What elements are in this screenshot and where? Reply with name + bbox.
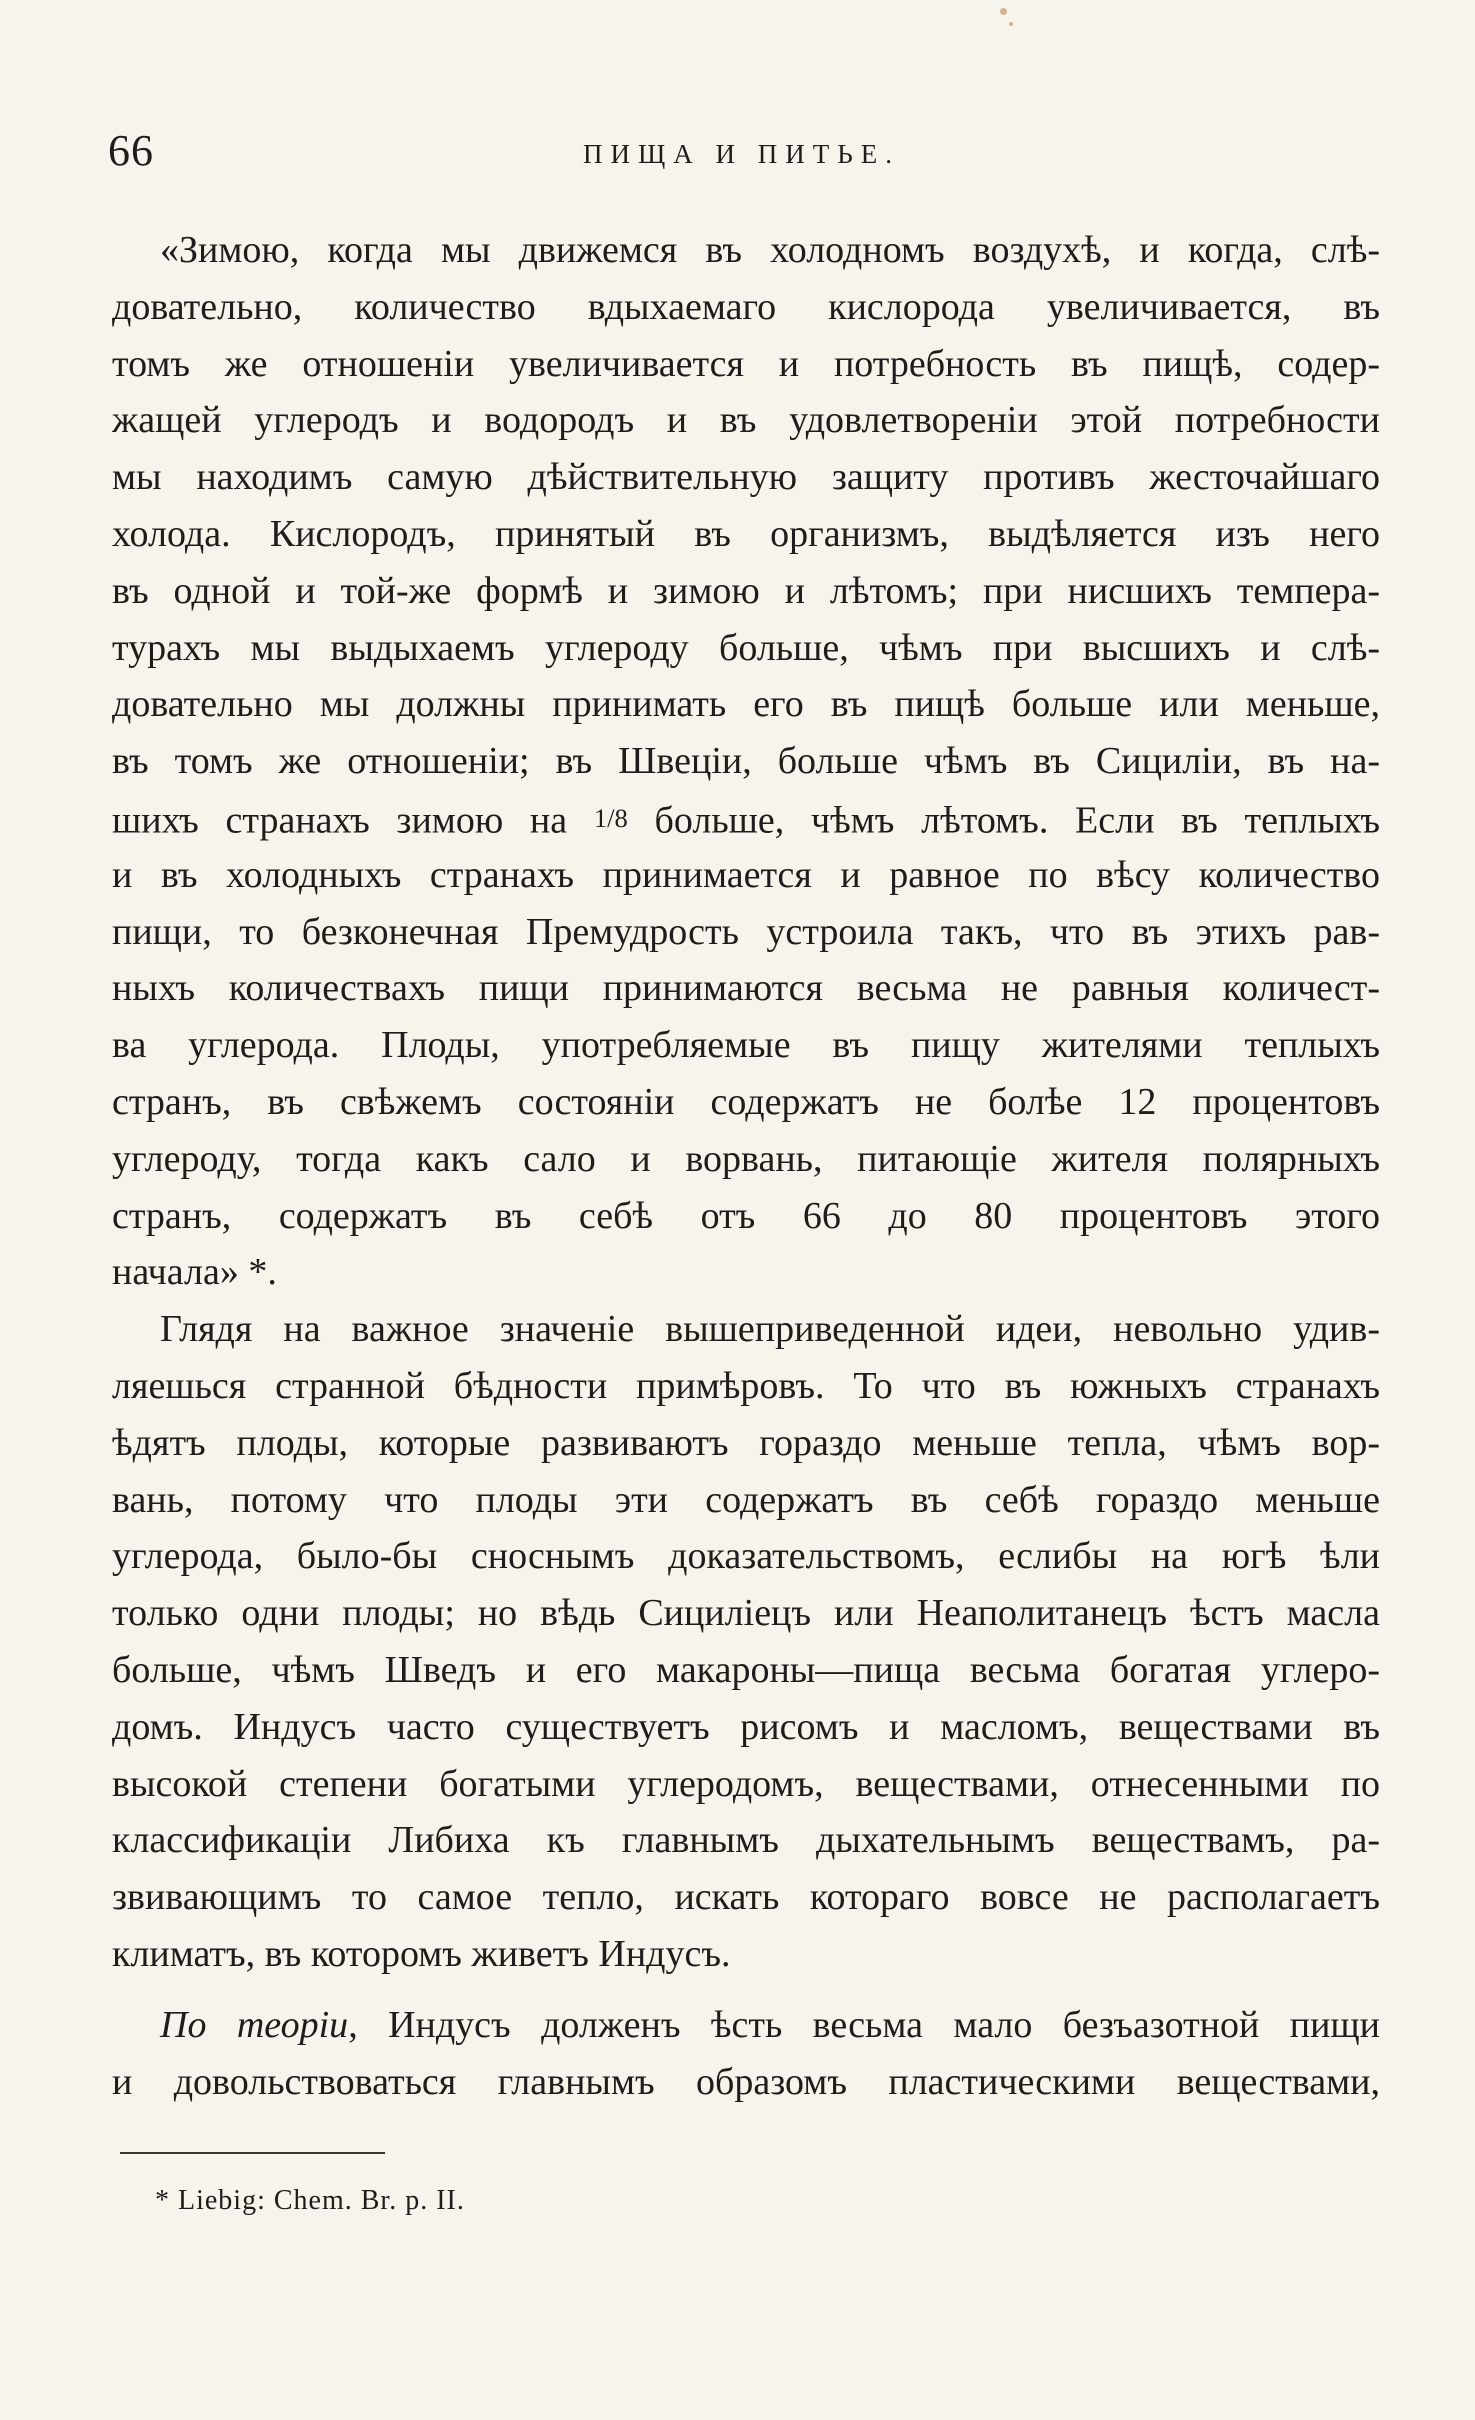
fraction-one-eighth: 1/8 bbox=[593, 802, 628, 833]
text-line: «Зимою, когда мы движемся въ холодномъ воздухѣ, и когда, слѣ- bbox=[160, 229, 1380, 271]
paragraph-start-italic bbox=[112, 1997, 1380, 2054]
text-line: и въ холодныхъ странахъ принимается и равное по вѣсу количество bbox=[112, 853, 1380, 896]
text-line: мы находимъ самую дѣйствительную защиту противъ жесточайшаго bbox=[112, 456, 1380, 499]
text-line: холода. Кислородъ, принятый въ организмъ, выдѣляется изъ него bbox=[112, 512, 1380, 555]
text-line: турахъ мы выдыхаемъ углероду больше, чѣмъ при высшихъ и слѣ- bbox=[112, 626, 1380, 669]
text-line: климатъ, въ которомъ живетъ Индусъ. bbox=[112, 1932, 731, 1975]
text-line: вань, потому что плоды эти содержатъ въ себѣ гораздо меньше bbox=[112, 1478, 1380, 1521]
text-line: углероду, тогда какъ сало и ворвань, питающіе жителя полярныхъ bbox=[112, 1137, 1380, 1180]
text-line: звивающимъ то самое тепло, искать котораго вовсе не располагаетъ bbox=[112, 1876, 1380, 1919]
text-line: домъ. Индусъ часто существуетъ рисомъ и масломъ, веществами въ bbox=[112, 1705, 1380, 1748]
italic-emphasis: По теоріи bbox=[160, 2003, 349, 2046]
footnote: * Liebig: Chem. Br. p. II. bbox=[155, 2185, 465, 2216]
page-number: 66 bbox=[108, 126, 154, 175]
text-line: и довольствоваться главнымъ образомъ пластическими веществами, bbox=[112, 2060, 1380, 2103]
text-line: ва углерода. Плоды, употребляемые въ пищу жителями теплыхъ bbox=[112, 1024, 1380, 1067]
text-line: больше, чѣмъ Шведъ и его макароны—пища весьма богатая углеро- bbox=[112, 1648, 1380, 1691]
footnote-divider bbox=[120, 2152, 385, 2154]
text-line: въ одной и той-же формѣ и зимою и лѣтомъ; при нисшихъ темпера- bbox=[112, 569, 1380, 612]
text-line: высокой степени богатыми углеродомъ, веществами, отнесенными по bbox=[112, 1762, 1380, 1805]
text-line: классификаціи Либиха къ главнымъ дыхательнымъ веществамъ, ра- bbox=[112, 1819, 1380, 1862]
text-line: въ томъ же отношеніи; въ Швеціи, больше чѣмъ въ Сициліи, въ на- bbox=[112, 740, 1380, 783]
text-line: странъ, содержатъ въ себѣ отъ 66 до 80 процентовъ этого bbox=[112, 1194, 1380, 1237]
text-line: начала» *. bbox=[112, 1251, 277, 1294]
line-segment: шихъ странахъ зимою на bbox=[112, 799, 594, 842]
line-segment: больше, чѣмъ лѣтомъ. Если въ теплыхъ bbox=[627, 799, 1380, 842]
text-line: ляешься странной бѣдности примѣровъ. То что въ южныхъ странахъ bbox=[112, 1364, 1380, 1407]
text-line: жащей углеродъ и водородъ и въ удовлетвореніи этой потребности bbox=[112, 399, 1380, 442]
text-line: только одни плоды; но вѣдь Сициліецъ или Неаполитанецъ ѣстъ масла bbox=[112, 1592, 1380, 1635]
text-line: ныхъ количествахъ пищи принимаются весьма не равныя количест- bbox=[112, 967, 1380, 1010]
text-line: ѣдятъ плоды, которые развиваютъ гораздо меньше тепла, чѣмъ вор- bbox=[112, 1421, 1380, 1464]
ink-speck bbox=[1009, 22, 1013, 26]
text-line: томъ же отношеніи увеличивается и потребность въ пищѣ, содер- bbox=[112, 342, 1380, 385]
text-line-with-fraction bbox=[112, 790, 1380, 847]
body-text bbox=[112, 222, 1380, 2110]
ink-speck bbox=[1000, 8, 1007, 15]
text-line: углерода, было-бы сноснымъ доказательствомъ, еслибы на югѣ ѣли bbox=[112, 1535, 1380, 1578]
text-line: довательно, количество вдыхаемаго кислорода увеличивается, въ bbox=[112, 285, 1380, 328]
text-line: странъ, въ свѣжемъ состояніи содержатъ не болѣе 12 процентовъ bbox=[112, 1080, 1380, 1123]
text-line: довательно мы должны принимать его въ пищѣ больше или меньше, bbox=[112, 683, 1380, 726]
running-title: ПИЩА И ПИТЬЕ. bbox=[583, 139, 900, 169]
text-line: пищи, то безконечная Премудрость устроила такъ, что въ этихъ рав- bbox=[112, 910, 1380, 953]
running-header bbox=[108, 125, 1375, 185]
paragraph-start: Глядя на важное значеніе вышеприведенной идеи, невольно удив- bbox=[160, 1308, 1380, 1351]
line-segment: , Индусъ долженъ ѣсть весьма мало безъазотной пищи bbox=[348, 2003, 1380, 2046]
